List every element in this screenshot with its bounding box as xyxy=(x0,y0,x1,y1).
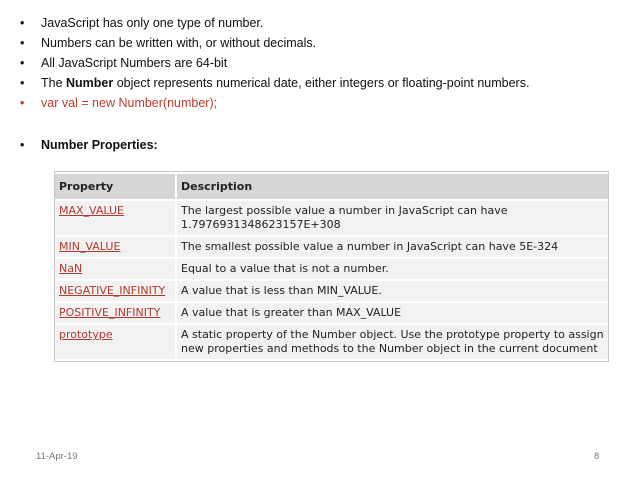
table-header-row xyxy=(55,174,608,199)
properties-table-container xyxy=(54,171,609,362)
column-header-description: Description xyxy=(177,174,608,199)
property-cell xyxy=(55,201,177,235)
bullet-item xyxy=(20,13,529,33)
bullet-text: All JavaScript Numbers are 64-bit xyxy=(41,56,228,70)
bullet-text: JavaScript has only one type of number. xyxy=(41,16,264,30)
property-cell xyxy=(55,259,177,279)
property-link[interactable]: POSITIVE_INFINITY xyxy=(59,306,161,319)
footer-date: 11-Apr-19 xyxy=(36,451,78,462)
property-link[interactable]: prototype xyxy=(59,328,113,341)
bullet-item-code xyxy=(20,93,529,113)
bullet-item xyxy=(20,73,529,93)
bullet-dot: • xyxy=(20,96,25,110)
bullet-item-heading xyxy=(20,135,529,155)
property-link[interactable]: NEGATIVE_INFINITY xyxy=(59,284,166,297)
bullet-text: Numbers can be written with, or without decimals. xyxy=(41,36,317,50)
property-cell xyxy=(55,281,177,301)
bullet-item xyxy=(20,33,529,53)
description-cell: The smallest possible value a number in JavaScript can have 5E-324 xyxy=(177,237,608,257)
bullet-list xyxy=(20,13,529,155)
description-cell: A static property of the Number object. Use the prototype property to assign new properties and methods to the Number object in the current document xyxy=(177,325,608,359)
property-cell xyxy=(55,303,177,323)
property-cell xyxy=(55,325,177,359)
bullet-item xyxy=(20,53,529,73)
property-cell xyxy=(55,237,177,257)
table-row xyxy=(55,201,608,235)
bullet-text: object represents numerical date, either integers or floating-point numbers. xyxy=(113,76,530,90)
properties-table xyxy=(55,172,608,361)
table-row xyxy=(55,259,608,279)
property-link[interactable]: MAX_VALUE xyxy=(59,204,124,217)
table-row xyxy=(55,325,608,359)
bullet-dot: • xyxy=(20,138,25,152)
table-row xyxy=(55,303,608,323)
bullet-text-bold: Number Properties: xyxy=(41,138,158,152)
table-row xyxy=(55,281,608,301)
bullet-dot: • xyxy=(20,16,25,30)
slide-number: 8 xyxy=(594,451,600,462)
bullet-text: The xyxy=(41,76,67,90)
table-row xyxy=(55,237,608,257)
description-cell: A value that is less than MIN_VALUE. xyxy=(177,281,608,301)
description-cell: The largest possible value a number in JavaScript can have 1.7976931348623157E+308 xyxy=(177,201,608,235)
description-cell: A value that is greater than MAX_VALUE xyxy=(177,303,608,323)
property-link[interactable]: MIN_VALUE xyxy=(59,240,121,253)
column-header-property: Property xyxy=(55,174,177,199)
description-cell: Equal to a value that is not a number. xyxy=(177,259,608,279)
bullet-dot: • xyxy=(20,36,25,50)
bullet-text-code: var val = new Number(number); xyxy=(41,96,218,110)
property-link[interactable]: NaN xyxy=(59,262,83,275)
bullet-dot: • xyxy=(20,56,25,70)
bullet-text-bold: Number xyxy=(66,76,114,90)
bullet-dot: • xyxy=(20,76,25,90)
